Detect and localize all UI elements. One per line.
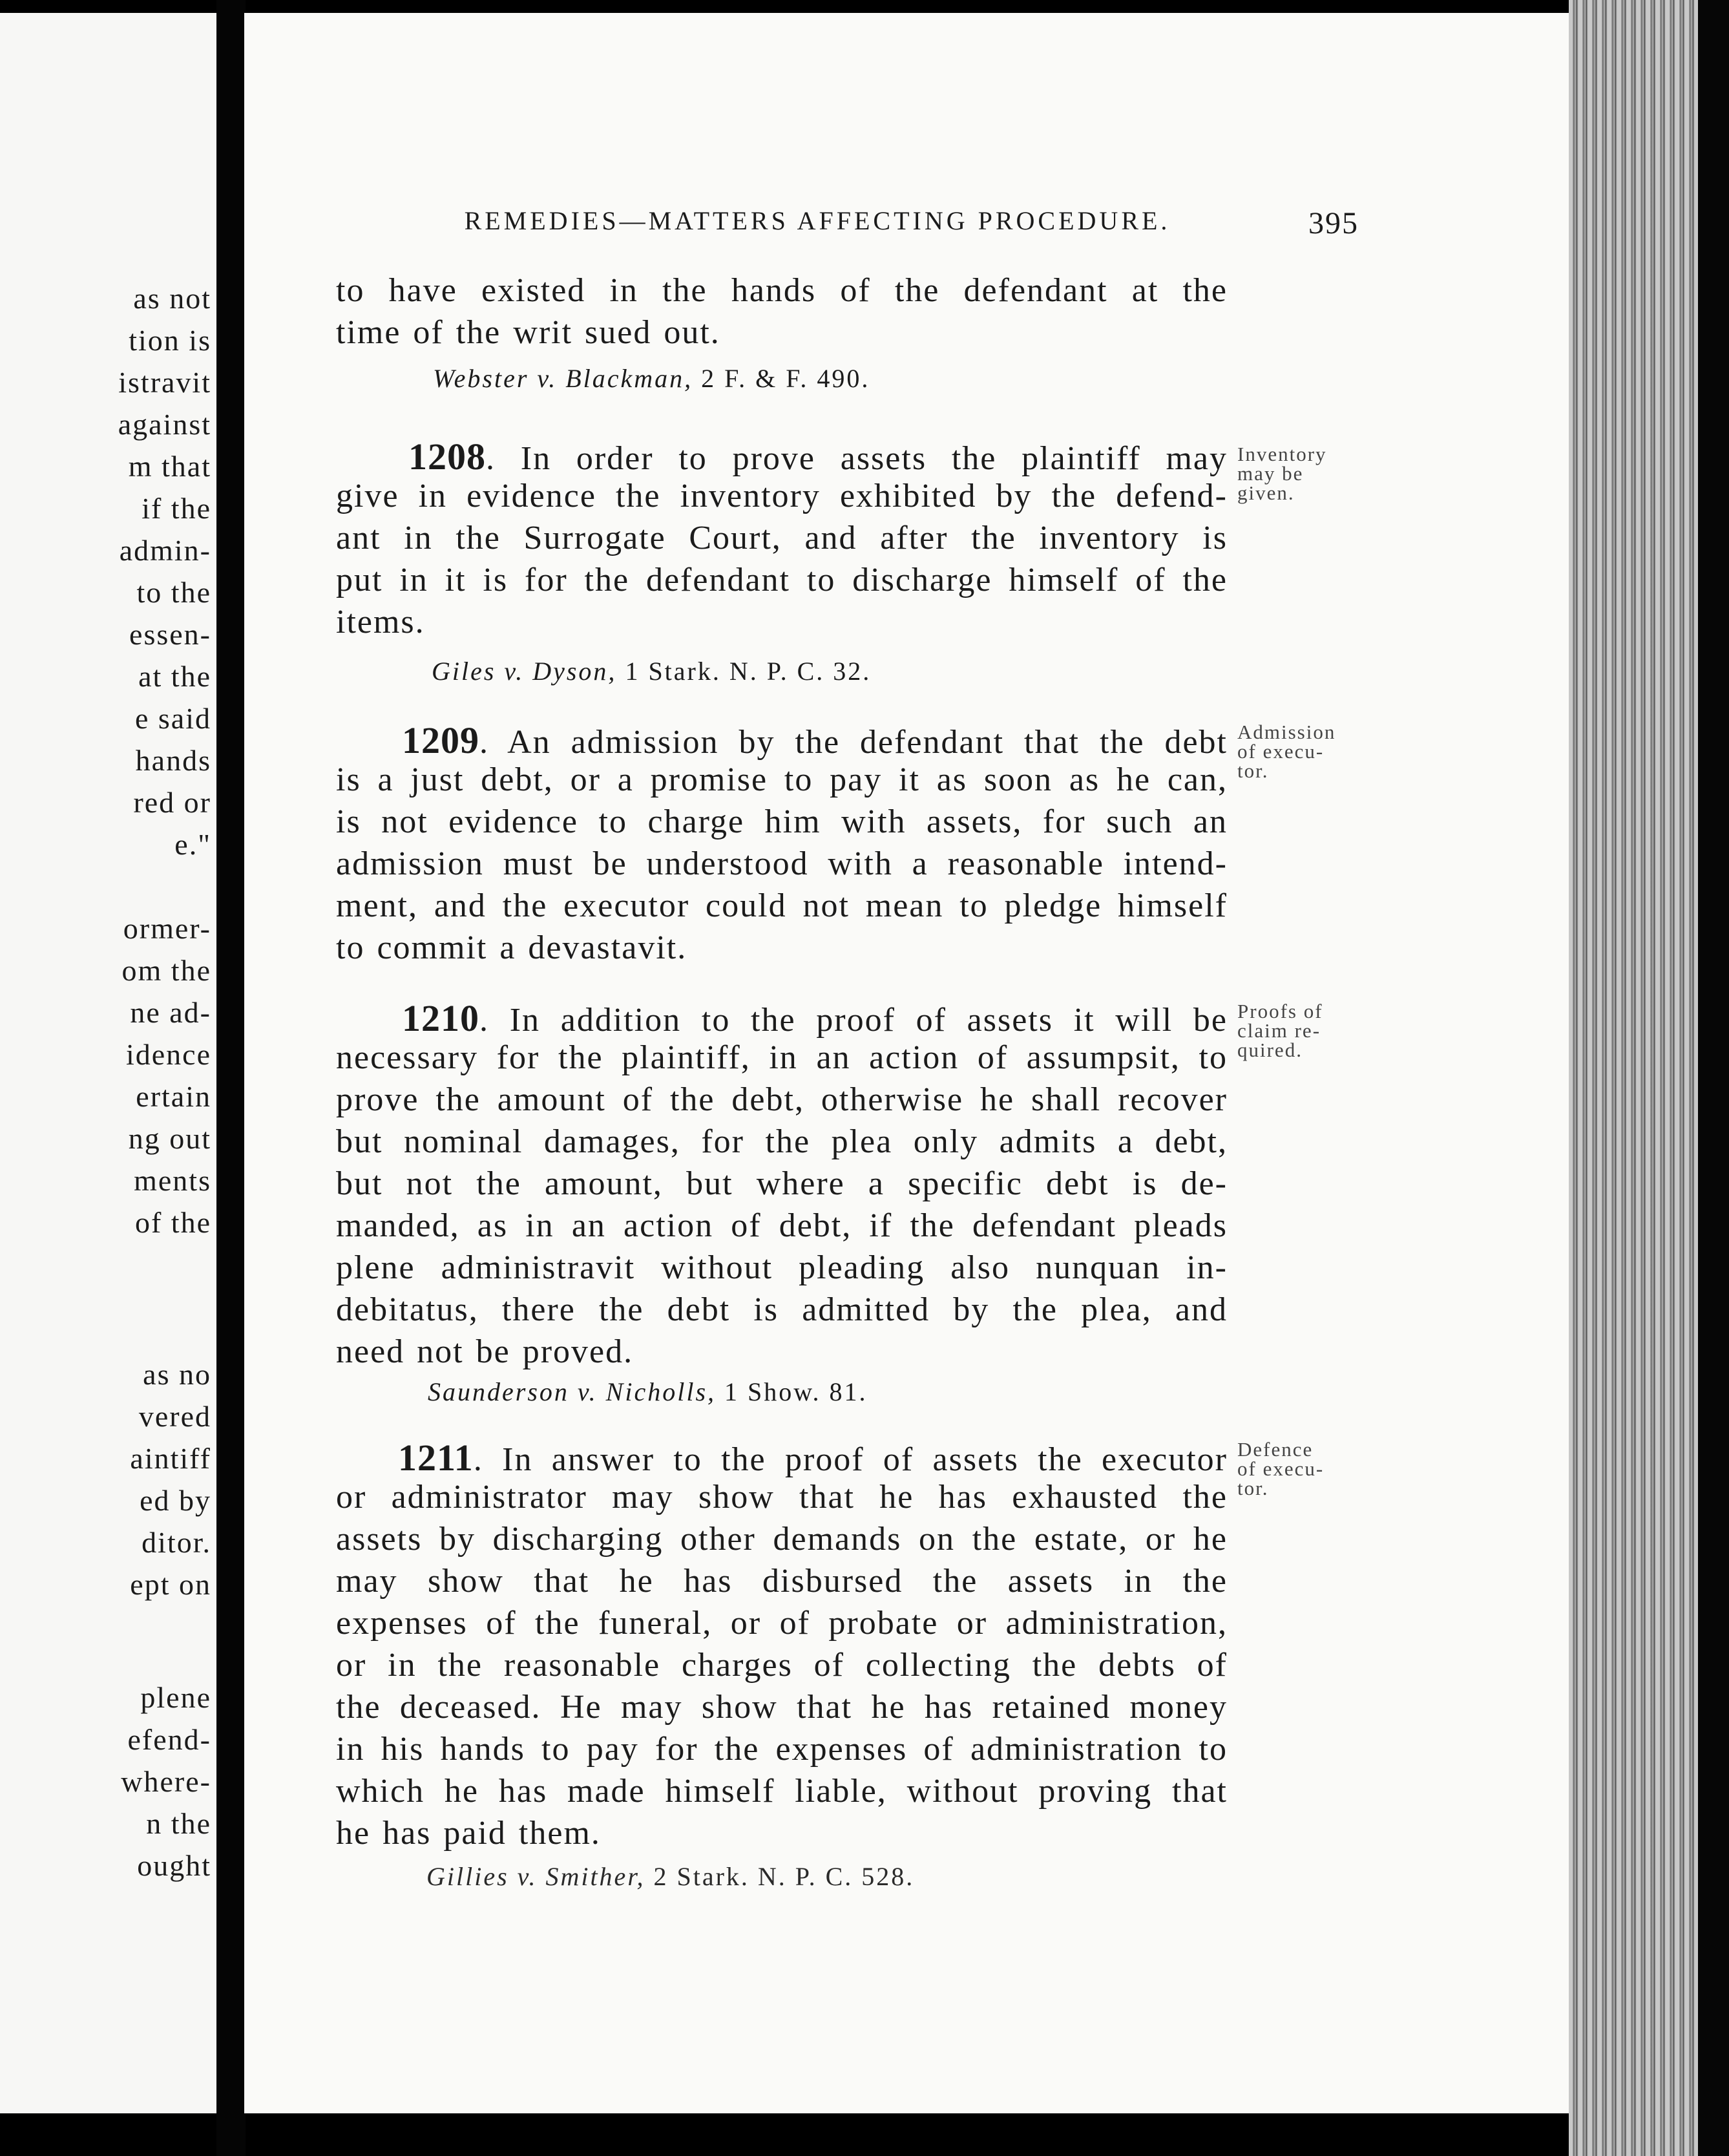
text-line: is a just debt, or a promise to pay it as soon as he can,: [336, 761, 1228, 798]
section-text: . In answer to the proof of assets the executor: [473, 1441, 1228, 1478]
text-line: debitatus, there the debt is admitted by the plea, and: [336, 1291, 1228, 1328]
margin-note-line: of execu-: [1237, 1457, 1325, 1480]
left-page-line: at the: [138, 660, 211, 693]
text-line: plene administravit without pleading also nunquan in-: [336, 1249, 1228, 1286]
left-facing-page: [0, 13, 220, 2113]
left-page-line: red or: [133, 786, 211, 819]
citation: [426, 1861, 914, 1892]
left-page-line: as no: [143, 1358, 211, 1391]
running-head: REMEDIES—MATTERS AFFECTING PROCEDURE.: [464, 206, 1171, 235]
left-page-line: ed by: [140, 1484, 211, 1517]
text-line: the deceased. He may show that he has retained money: [336, 1689, 1228, 1726]
margin-note-line: tor.: [1237, 759, 1269, 782]
left-page-line: ept on: [130, 1568, 211, 1601]
text-line: expenses of the funeral, or of probate or administration,: [336, 1605, 1228, 1642]
citation-ref: 1 Show. 81.: [724, 1377, 868, 1406]
citation-case: Webster v. Blackman,: [433, 364, 693, 393]
text-line: in his hands to pay for the expenses of administration to: [336, 1731, 1228, 1768]
left-page-line: ng out: [128, 1122, 211, 1155]
left-page-line: plene: [140, 1681, 211, 1714]
text-line: he has paid them.: [336, 1815, 601, 1852]
left-page-line: ormer-: [123, 912, 211, 945]
margin-note-line: given.: [1237, 481, 1295, 504]
section-number: 1209: [402, 719, 479, 761]
left-page-line: efend-: [127, 1723, 211, 1756]
left-page-line: ditor.: [141, 1526, 211, 1559]
text-line: ment, and the executor could not mean to pledge himself: [336, 887, 1228, 924]
margin-note-line: may be: [1237, 462, 1304, 485]
section-first-line: [402, 997, 1228, 1040]
margin-note-line: Admission: [1237, 721, 1336, 743]
book-gutter: [216, 0, 246, 2156]
citation: [432, 656, 871, 686]
left-page-line: where-: [121, 1765, 211, 1798]
margin-note-line: quired.: [1237, 1039, 1303, 1061]
text-line: to have existed in the hands of the defendant at the: [336, 272, 1228, 309]
section-number: 1208: [408, 436, 486, 478]
text-line: may show that he has disbursed the assets in the: [336, 1563, 1228, 1600]
left-page-line: istravit: [118, 366, 211, 399]
margin-note-line: claim re-: [1237, 1019, 1321, 1042]
text-line: but not the amount, but where a specific debt is de-: [336, 1165, 1228, 1202]
citation: [428, 1377, 868, 1407]
text-line: is not evidence to charge him with assets, for such an: [336, 803, 1228, 840]
citation-ref: 2 F. & F. 490.: [701, 364, 870, 393]
text-line: ant in the Surrogate Court, and after the inventory is: [336, 520, 1228, 556]
left-page-line: if the: [141, 492, 211, 525]
section-number: 1210: [402, 997, 479, 1039]
left-page-line: of the: [134, 1206, 211, 1239]
text-line: to commit a devastavit.: [336, 929, 687, 966]
text-line: which he has made himself liable, without proving that: [336, 1773, 1228, 1810]
citation: [433, 363, 870, 394]
text-line: time of the writ sued out.: [336, 314, 720, 351]
section-first-line: [408, 435, 1228, 478]
section-text: . An admission by the defendant that the debt: [479, 724, 1228, 761]
margin-note: [1237, 723, 1373, 781]
text-line: admission must be understood with a reasonable intend-: [336, 845, 1228, 882]
left-page-line: om the: [121, 954, 211, 987]
text-line: put in it is for the defendant to discharge himself of the: [336, 562, 1228, 598]
left-page-line: n the: [146, 1807, 211, 1840]
page-edges-cap: [1698, 0, 1729, 2156]
left-page-line: as not: [133, 282, 211, 315]
section-first-line: [402, 719, 1228, 762]
text-line: items.: [336, 604, 425, 640]
left-page-line: ertain: [136, 1080, 211, 1113]
left-page-line: essen-: [129, 618, 211, 651]
citation-case: Saunderson v. Nicholls,: [428, 1377, 717, 1406]
citation-ref: 1 Stark. N. P. C. 32.: [625, 657, 872, 686]
section-text: . In addition to the proof of assets it will be: [479, 1002, 1228, 1039]
text-line: but nominal damages, for the plea only admits a debt,: [336, 1123, 1228, 1160]
citation-ref: 2 Stark. N. P. C. 528.: [653, 1862, 915, 1891]
margin-note: [1237, 1440, 1373, 1498]
left-page-line: hands: [135, 744, 211, 777]
section-text: . In order to prove assets the plaintiff may: [486, 440, 1228, 477]
margin-note-line: tor.: [1237, 1477, 1269, 1499]
left-page-line: vered: [138, 1400, 211, 1433]
left-page-line: ne ad-: [130, 996, 211, 1029]
text-line: assets by discharging other demands on the estate, or he: [336, 1521, 1228, 1558]
citation-case: Giles v. Dyson,: [432, 657, 617, 686]
margin-note-line: of execu-: [1237, 740, 1325, 763]
margin-note-line: Defence: [1237, 1438, 1314, 1461]
margin-note-line: Proofs of: [1237, 1000, 1323, 1022]
section-first-line: [398, 1436, 1228, 1479]
text-line: necessary for the plaintiff, in an action of assumpsit, to: [336, 1039, 1228, 1076]
margin-note: [1237, 445, 1373, 503]
left-page-line: to the: [136, 576, 211, 609]
page-edges: [1569, 0, 1698, 2156]
left-page-line: e.": [174, 828, 211, 861]
left-page-line: admin-: [119, 534, 211, 567]
left-page-line: aintiff: [130, 1442, 211, 1475]
left-page-line: e said: [134, 702, 211, 735]
left-page-line: ought: [137, 1849, 211, 1882]
left-page-line: tion is: [129, 324, 211, 357]
left-page-line: idence: [125, 1038, 211, 1071]
text-line: or in the reasonable charges of collecting the debts of: [336, 1647, 1228, 1684]
text-line: need not be proved.: [336, 1333, 634, 1370]
margin-note: [1237, 1002, 1373, 1060]
text-line: manded, as in an action of debt, if the defendant pleads: [336, 1207, 1228, 1244]
left-page-line: against: [118, 408, 211, 441]
left-page-line: m that: [128, 450, 211, 483]
citation-case: Gillies v. Smither,: [426, 1862, 645, 1891]
section-number: 1211: [398, 1437, 474, 1479]
margin-note-line: Inventory: [1237, 443, 1327, 465]
page-number: 395: [1308, 206, 1359, 240]
text-line: give in evidence the inventory exhibited by the defend-: [336, 478, 1228, 514]
left-page-line: ments: [134, 1164, 211, 1197]
text-line: prove the amount of the debt, otherwise he shall recover: [336, 1081, 1228, 1118]
text-line: or administrator may show that he has exhausted the: [336, 1479, 1228, 1516]
